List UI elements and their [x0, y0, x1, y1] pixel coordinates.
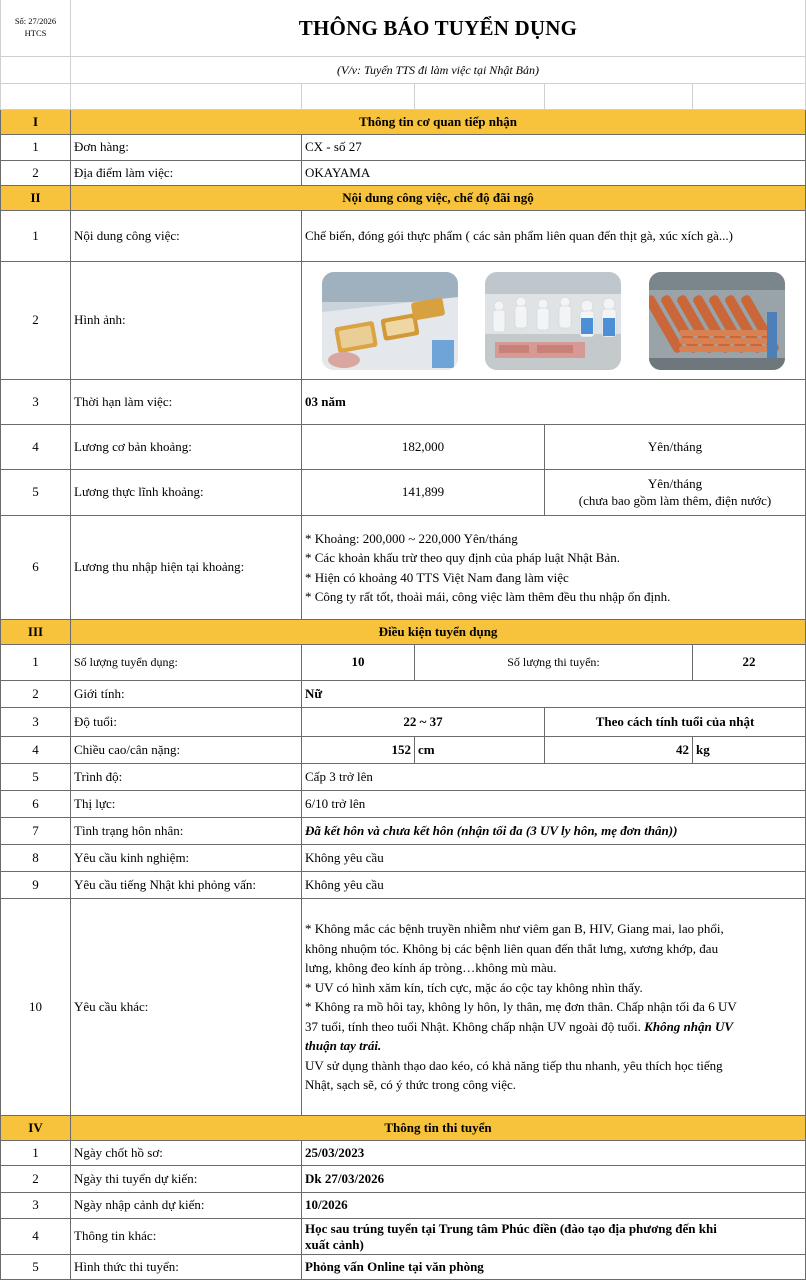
requirement-line: * UV có hình xăm kín, tích cực, mặc áo cộc tay không nhìn thấy. [305, 979, 643, 995]
row-label: Hình thức thi tuyển: [71, 1255, 302, 1280]
row-label: Độ tuổi: [71, 708, 302, 737]
row-number: 6 [0, 516, 71, 620]
table-row [0, 380, 806, 425]
net-salary-value: 141,899 [302, 470, 545, 516]
blank-cell [693, 84, 806, 110]
unit-line: Yên/tháng [647, 476, 703, 492]
row-label: Nội dung công việc: [71, 211, 302, 262]
row-label: Yêu cầu khác: [71, 899, 302, 1116]
table-row [0, 1219, 806, 1255]
doc-number-line: Số: 27/2026 [14, 16, 57, 27]
row-label: Yêu cầu kinh nghiệm: [71, 845, 302, 872]
factory-workers-photo [485, 272, 621, 370]
experience-value: Không yêu cầu [302, 845, 806, 872]
row-number: 4 [0, 737, 71, 764]
row-number: 6 [0, 791, 71, 818]
table-row [0, 737, 806, 764]
requirement-line: * Không mắc các bệnh truyền nhiễm như viêm gan B, HIV, Giang mai, lao phổi, [305, 921, 724, 937]
income-line: * Công ty rất tốt, thoải mái, công việc làm thêm đều thu nhập ổn định. [305, 589, 671, 604]
requirement-line [305, 1017, 733, 1037]
table-row [0, 211, 806, 262]
row-number: 4 [0, 1219, 71, 1255]
recruit-count-value: 10 [302, 645, 415, 681]
document-number [0, 0, 71, 57]
blank-cell [415, 84, 545, 110]
section-header-3 [0, 620, 806, 645]
height-value: 152 [302, 737, 415, 764]
requirement-line: không nhuộm tóc. Không bị các bệnh liên quan đến thắt lưng, xương khớp, đau [305, 940, 719, 956]
row-number: 10 [0, 899, 71, 1116]
section-header-2 [0, 186, 806, 211]
row-label: Giới tính: [71, 681, 302, 708]
entry-date-value: 10/2026 [302, 1193, 806, 1219]
sausage-production-photo [649, 272, 785, 370]
emphasis-text: thuận tay trái. [305, 1038, 382, 1054]
other-info-line: xuất cảnh) [305, 1236, 364, 1252]
row-label: Lương thực lĩnh khoảng: [71, 470, 302, 516]
requirement-line: lưng, không đeo kính áp tròng…không mù màu. [305, 960, 557, 976]
section-header-1 [0, 110, 806, 135]
unit-note: (chưa bao gồm làm thêm, điện nước) [578, 492, 772, 508]
table-row [0, 161, 806, 186]
income-details [302, 516, 806, 620]
row-label: Thông tin khác: [71, 1219, 302, 1255]
section-title: Điều kiện tuyển dụng [71, 620, 806, 645]
row-number: 5 [0, 764, 71, 791]
row-label: Tình trạng hôn nhân: [71, 818, 302, 845]
contract-duration-value: 03 năm [302, 380, 806, 425]
section-header-4 [0, 1116, 806, 1141]
table-row [0, 1255, 806, 1280]
requirement-text: 37 tuổi, tính theo tuổi Nhật. Không chấp nhận UV ngoài độ tuổi. [305, 1018, 641, 1034]
table-row [0, 681, 806, 708]
images-cell [302, 262, 806, 380]
row-label: Hình ảnh: [71, 262, 302, 380]
deadline-value: 25/03/2023 [302, 1141, 806, 1166]
table-row [0, 845, 806, 872]
row-number: 4 [0, 425, 71, 470]
row-number: 2 [0, 681, 71, 708]
order-value: CX - số 27 [302, 135, 806, 161]
section-number: II [0, 186, 71, 211]
table-row [0, 1193, 806, 1219]
section-title: Nội dung công việc, chế độ đãi ngộ [71, 186, 806, 211]
row-number: 2 [0, 161, 71, 186]
row-number: 1 [0, 211, 71, 262]
exam-date-value: Dk 27/03/2026 [302, 1166, 806, 1193]
emphasis-text: Không nhận UV [644, 1018, 734, 1034]
gender-value: Nữ [302, 681, 806, 708]
row-number: 3 [0, 380, 71, 425]
net-salary-unit [545, 470, 806, 516]
requirement-line: * Không ra mồ hôi tay, không ly hôn, ly thân, mẹ đơn thân. Chấp nhận tối đa 6 UV [305, 999, 737, 1015]
row-label: Chiều cao/cân nặng: [71, 737, 302, 764]
row-number: 2 [0, 262, 71, 380]
row-label: Địa điểm làm việc: [71, 161, 302, 186]
row-number: 3 [0, 1193, 71, 1219]
basic-salary-value: 182,000 [302, 425, 545, 470]
row-label: Yêu cầu tiếng Nhật khi phỏng vấn: [71, 872, 302, 899]
row-number: 1 [0, 1141, 71, 1166]
row-number: 7 [0, 818, 71, 845]
section-number: I [0, 110, 71, 135]
blank-cell [71, 84, 302, 110]
blank-cell [545, 84, 693, 110]
page-title: THÔNG BÁO TUYỂN DỤNG [71, 0, 806, 57]
page-subtitle: (V/v: Tuyển TTS đi làm việc tại Nhật Bản) [71, 57, 806, 84]
table-row [0, 516, 806, 620]
row-label: Lương cơ bản khoảng: [71, 425, 302, 470]
row-label: Trình độ: [71, 764, 302, 791]
blank-cell [0, 57, 71, 84]
table-row [0, 262, 806, 380]
age-note: Theo cách tính tuổi của nhật [545, 708, 806, 737]
section-title: Thông tin cơ quan tiếp nhận [71, 110, 806, 135]
spacer-row [0, 84, 806, 110]
row-number: 5 [0, 1255, 71, 1280]
table-row [0, 818, 806, 845]
row-label: Ngày nhập cảnh dự kiến: [71, 1193, 302, 1219]
age-range-value: 22 ~ 37 [302, 708, 545, 737]
row-number: 5 [0, 470, 71, 516]
table-row [0, 791, 806, 818]
weight-value: 42 [545, 737, 693, 764]
food-packaging-photo [322, 272, 458, 370]
row-label: Ngày thi tuyển dự kiến: [71, 1166, 302, 1193]
row-number: 2 [0, 1166, 71, 1193]
income-line: * Các khoản khấu trừ theo quy định của pháp luật Nhật Bản. [305, 550, 620, 565]
row-number: 3 [0, 708, 71, 737]
blank-cell [0, 84, 71, 110]
other-requirements [302, 899, 806, 1116]
exam-format-value: Phỏng vấn Online tại văn phòng [302, 1255, 806, 1280]
row-number: 9 [0, 872, 71, 899]
doc-code-line: HTCS [24, 28, 47, 38]
row-label: Ngày chốt hồ sơ: [71, 1141, 302, 1166]
title-row [0, 0, 806, 57]
workplace-value: OKAYAMA [302, 161, 806, 186]
table-row [0, 470, 806, 516]
table-row [0, 1166, 806, 1193]
job-content-value: Chế biến, đóng gói thực phẩm ( các sản phẩm liên quan đến thịt gà, xúc xích gà...) [302, 211, 806, 262]
table-row [0, 645, 806, 681]
exam-count-label: Số lượng thi tuyển: [415, 645, 693, 681]
table-row [0, 872, 806, 899]
weight-unit: kg [693, 737, 806, 764]
table-row [0, 708, 806, 737]
row-label: Số lượng tuyển dụng: [71, 645, 302, 681]
table-row [0, 425, 806, 470]
table-row [0, 764, 806, 791]
table-row [0, 899, 806, 1116]
section-number: IV [0, 1116, 71, 1141]
marital-status-value: Đã kết hôn và chưa kết hôn (nhận tối đa (3 UV ly hôn, mẹ đơn thân)) [302, 818, 806, 845]
subtitle-row [0, 57, 806, 84]
japanese-requirement-value: Không yêu cầu [302, 872, 806, 899]
income-line: * Khoảng: 200,000 ~ 220,000 Yên/tháng [305, 530, 518, 546]
height-unit: cm [415, 737, 545, 764]
table-row [0, 135, 806, 161]
section-title: Thông tin thi tuyển [71, 1116, 806, 1141]
row-label: Thị lực: [71, 791, 302, 818]
row-number: 1 [0, 135, 71, 161]
requirement-line: Nhật, sạch sẽ, có ý thức trong công việc. [305, 1077, 517, 1093]
exam-count-value: 22 [693, 645, 806, 681]
income-line: * Hiện có khoảng 40 TTS Việt Nam đang làm việc [305, 569, 569, 585]
eyesight-value: 6/10 trở lên [302, 791, 806, 818]
salary-unit: Yên/tháng [545, 425, 806, 470]
row-label: Lương thu nhập hiện tại khoảng: [71, 516, 302, 620]
row-label: Thời hạn làm việc: [71, 380, 302, 425]
section-number: III [0, 620, 71, 645]
requirement-line: UV sử dụng thành thạo dao kéo, có khả năng tiếp thu nhanh, yêu thích học tiếng [305, 1057, 723, 1073]
blank-cell [302, 84, 415, 110]
other-info-line: Học sau trúng tuyển tại Trung tâm Phúc điền (đào tạo địa phương đến khi [305, 1220, 717, 1236]
other-info-value [302, 1219, 806, 1255]
table-row [0, 1141, 806, 1166]
row-number: 8 [0, 845, 71, 872]
row-number: 1 [0, 645, 71, 681]
row-label: Đơn hàng: [71, 135, 302, 161]
education-value: Cấp 3 trở lên [302, 764, 806, 791]
